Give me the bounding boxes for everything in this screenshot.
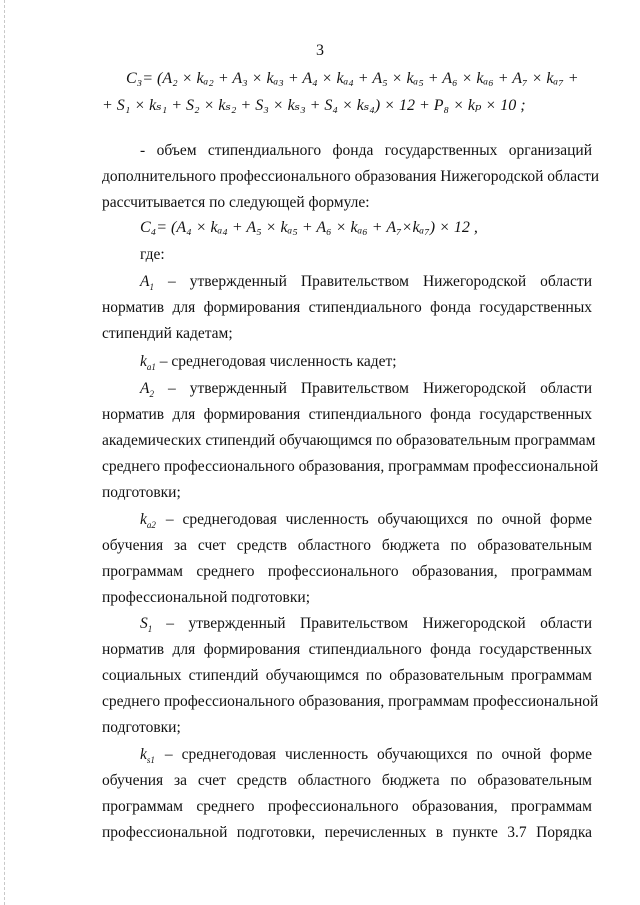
ka2-line-1-text: – среднегодовая численность обучающихся по очной форме <box>165 511 592 528</box>
a2-definition-line-1 <box>140 380 592 399</box>
ka1-text: – среднегодовая численность кадет; <box>159 353 397 370</box>
ka1-symbol: $k_{a1}$ <box>140 353 156 373</box>
s1-definition-line-4: среднего профессионального образования, программам профессиональной <box>102 693 599 710</box>
ks1-symbol: $k_{s1}$ <box>140 746 155 766</box>
s1-definition-line-3: социальных стипендий обучающимся по образовательным программам <box>102 667 592 684</box>
a1-definition-line-3: стипендий кадетам; <box>102 325 233 342</box>
a2-definition-line-3: академических стипендий обучающимся по образовательным программам <box>102 432 596 449</box>
s1-definition-line-2: норматив для формирования стипендиального фонда государственных <box>102 641 592 658</box>
s1-line-1-text: – утвержденный Правительством Нижегородской области <box>166 615 592 632</box>
ka2-definition-line-4: профессиональной подготовки; <box>102 589 311 606</box>
s1-definition-line-5: подготовки; <box>102 719 181 736</box>
intro-line-1: - объем стипендиального фонда государственных организаций <box>140 142 592 159</box>
page-number: 3 <box>316 42 324 59</box>
a1-symbol: $A_1$ <box>140 273 154 293</box>
a1-definition-line-1 <box>140 273 592 292</box>
a2-definition-line-5: подготовки; <box>102 484 181 501</box>
formula-c4: C₄= (A₄ × kₐ₄ + A₅ × kₐ₅ + A₆ × kₐ₆ + A₇×kₐ₇) × 12 , <box>140 219 478 236</box>
s1-definition-line-1 <box>140 615 592 634</box>
a2-symbol: $A_2$ <box>140 380 154 400</box>
ka2-definition-line-1 <box>140 511 592 530</box>
a1-definition-line-2: норматив для формирования стипендиального фонда государственных <box>102 299 592 316</box>
ks1-definition-line-2: обучения за счет средств областного бюджета по образовательным <box>102 772 592 789</box>
ka1-definition <box>140 353 592 372</box>
intro-line-3: рассчитывается по следующей формуле: <box>102 194 370 211</box>
a1-line-1-text: – утвержденный Правительством Нижегородской области <box>167 273 592 290</box>
ka2-definition-line-2: обучения за счет средств областного бюджета по образовательным <box>102 537 592 554</box>
binding-margin-line <box>4 0 5 905</box>
s1-symbol: $S_1$ <box>140 615 153 635</box>
formula-c3-line-2: + S₁ × kₛ₁ + S₂ × kₛ₂ + S₃ × kₛ₃ + S₄ × kₛ₄) × 12 + P₈ × kₚ × 10 ; <box>102 97 526 114</box>
a2-definition-line-2: норматив для формирования стипендиального фонда государственных <box>102 406 592 423</box>
where-label: где: <box>140 246 165 263</box>
intro-line-2: дополнительного профессионального образования Нижегородской области <box>102 168 600 185</box>
ks1-line-1-text: – среднегодовая численность обучающихся по очной форме <box>164 746 592 763</box>
formula-c3-line-1: C₃= (A₂ × kₐ₂ + A₃ × kₐ₃ + A₄ × kₐ₄ + A₅ × kₐ₅ + A₆ × kₐ₆ + A₇ × kₐ₇ + <box>126 70 579 87</box>
a2-definition-line-4: среднего профессионального образования, программам профессиональной <box>102 458 599 475</box>
ka2-definition-line-3: программам среднего профессионального образования, программам <box>102 563 592 580</box>
a2-line-1-text: – утвержденный Правительством Нижегородской области <box>167 380 592 397</box>
ks1-definition-line-4: профессиональной подготовки, перечисленных в пункте 3.7 Порядка <box>102 824 592 841</box>
ks1-definition-line-1 <box>140 746 592 765</box>
ks1-definition-line-3: программам среднего профессионального образования, программам <box>102 798 592 815</box>
ka2-symbol: $k_{a2}$ <box>140 511 156 531</box>
